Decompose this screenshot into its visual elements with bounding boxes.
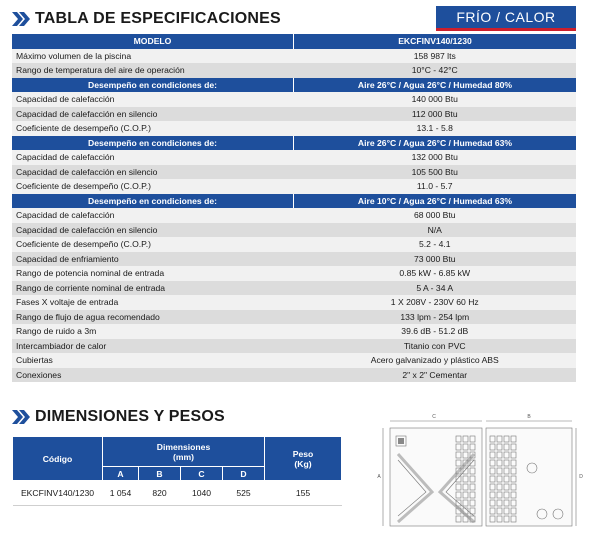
spec-label: Máximo volumen de la piscina	[12, 49, 294, 64]
spec-value: 5 A - 34 A	[294, 281, 577, 296]
table-row	[12, 252, 576, 267]
spec-label: Capacidad de calefacción en silencio	[12, 223, 294, 238]
spec-label: Intercambiador de calor	[12, 339, 294, 354]
section-header-label: Desempeño en condiciones de:	[12, 78, 294, 93]
dim-b-header: B	[139, 467, 181, 481]
spec-label: Fases X voltaje de entrada	[12, 295, 294, 310]
spec-label: Capacidad de calefacción en silencio	[12, 107, 294, 122]
unit-dimension-drawing	[376, 410, 584, 535]
section-header-value: Aire 26°C / Agua 26°C / Humedad 63%	[294, 136, 577, 151]
spec-label: Capacidad de calefacción en silencio	[12, 165, 294, 180]
spec-value: 68 000 Btu	[294, 208, 577, 223]
spec-label: Coeficiente de desempeño (C.O.P.)	[12, 121, 294, 136]
table-row	[12, 223, 576, 238]
spec-label: Coeficiente de desempeño (C.O.P.)	[12, 237, 294, 252]
table-row	[12, 281, 576, 296]
table-row	[12, 237, 576, 252]
spec-section-title: TABLA DE ESPECIFICACIONES	[35, 10, 281, 27]
table-row	[12, 121, 576, 136]
dim-d-value: 525	[223, 481, 265, 506]
spec-value: 1 X 208V - 230V 60 Hz	[294, 295, 577, 310]
section-header-value: EKCFINV140/1230	[294, 34, 577, 49]
spec-value: 11.0 - 5.7	[294, 179, 577, 194]
mode-badge: FRÍO / CALOR	[436, 6, 576, 28]
dim-c-header: C	[181, 467, 223, 481]
table-row	[12, 63, 576, 78]
spec-label: Rango de flujo de agua recomendado	[12, 310, 294, 325]
dim-label-c: C	[432, 414, 436, 420]
spec-value: 133 lpm - 254 lpm	[294, 310, 577, 325]
table-row	[12, 49, 576, 64]
spec-label: Rango de potencia nominal de entrada	[12, 266, 294, 281]
dim-section-title: DIMENSIONES Y PESOS	[35, 408, 225, 425]
section-header-label: Desempeño en condiciones de:	[12, 136, 294, 151]
spec-value: Titanio con PVC	[294, 339, 577, 354]
table-row	[12, 368, 576, 383]
table-row	[12, 295, 576, 310]
spec-label: Capacidad de calefacción	[12, 92, 294, 107]
dim-label-d: D	[579, 474, 583, 480]
section-header-label: Desempeño en condiciones de:	[12, 194, 294, 209]
table-row	[12, 353, 576, 368]
spec-value: 112 000 Btu	[294, 107, 577, 122]
spec-label: Cubiertas	[12, 353, 294, 368]
spec-section-header	[12, 10, 281, 28]
dimensions-table	[12, 436, 342, 506]
spec-value: 10°C - 42°C	[294, 63, 577, 78]
spec-value: Acero galvanizado y plástico ABS	[294, 353, 577, 368]
dim-a-value: 1 054	[103, 481, 139, 506]
dim-a-header: A	[103, 467, 139, 481]
table-row	[12, 208, 576, 223]
table-row	[12, 107, 576, 122]
spec-label: Rango de corriente nominal de entrada	[12, 281, 294, 296]
table-row	[12, 266, 576, 281]
table-row	[13, 481, 342, 506]
spec-label: Capacidad de calefacción	[12, 150, 294, 165]
weight-header-unit: (Kg)	[294, 458, 312, 469]
spec-value: 0.85 kW - 6.85 kW	[294, 266, 577, 281]
section-header-label: MODELO	[12, 34, 294, 49]
spec-value: 105 500 Btu	[294, 165, 577, 180]
spec-value: 39.6 dB - 51.2 dB	[294, 324, 577, 339]
table-row	[12, 179, 576, 194]
dimensions-header-label: Dimensiones	[156, 441, 211, 452]
dim-b-value: 820	[139, 481, 181, 506]
spec-value: 13.1 - 5.8	[294, 121, 577, 136]
table-row	[12, 339, 576, 354]
dim-d-header: D	[223, 467, 265, 481]
spec-value: 5.2 - 4.1	[294, 237, 577, 252]
spec-value: 73 000 Btu	[294, 252, 577, 267]
spec-label: Rango de temperatura del aire de operación	[12, 63, 294, 78]
table-row	[12, 310, 576, 325]
table-row	[12, 150, 576, 165]
double-chevron-right-icon	[12, 12, 30, 26]
table-header-row	[12, 136, 576, 151]
spec-value: N/A	[294, 223, 577, 238]
spec-value: 140 000 Btu	[294, 92, 577, 107]
spec-label: Capacidad de enfriamiento	[12, 252, 294, 267]
dim-label-b: B	[527, 414, 531, 420]
spec-table	[12, 34, 576, 382]
table-row	[12, 165, 576, 180]
spec-label: Rango de ruido a 3m	[12, 324, 294, 339]
model-code: EKCFINV140/1230	[13, 481, 103, 506]
spec-label: Coeficiente de desempeño (C.O.P.)	[12, 179, 294, 194]
dim-c-value: 1040	[181, 481, 223, 506]
dimensions-header-unit: (mm)	[172, 451, 194, 462]
table-header-row	[12, 78, 576, 93]
weight-header-label: Peso	[292, 448, 314, 459]
dim-label-a: A	[377, 474, 381, 480]
section-header-value: Aire 10°C / Agua 26°C / Humedad 63%	[294, 194, 577, 209]
table-header-row	[12, 34, 576, 49]
double-chevron-right-icon	[12, 410, 30, 424]
table-row	[12, 324, 576, 339]
spec-label: Capacidad de calefacción	[12, 208, 294, 223]
dimensions-header	[103, 437, 265, 467]
code-header: Código	[13, 437, 103, 481]
spec-value: 2" x 2" Cementar	[294, 368, 577, 383]
weight-value: 155	[265, 481, 342, 506]
spec-value: 158 987 lts	[294, 49, 577, 64]
table-row	[12, 92, 576, 107]
dim-section-header	[12, 408, 225, 426]
spec-label: Conexiones	[12, 368, 294, 383]
table-header-row	[12, 194, 576, 209]
section-header-value: Aire 26°C / Agua 26°C / Humedad 80%	[294, 78, 577, 93]
weight-header	[265, 437, 342, 481]
spec-value: 132 000 Btu	[294, 150, 577, 165]
